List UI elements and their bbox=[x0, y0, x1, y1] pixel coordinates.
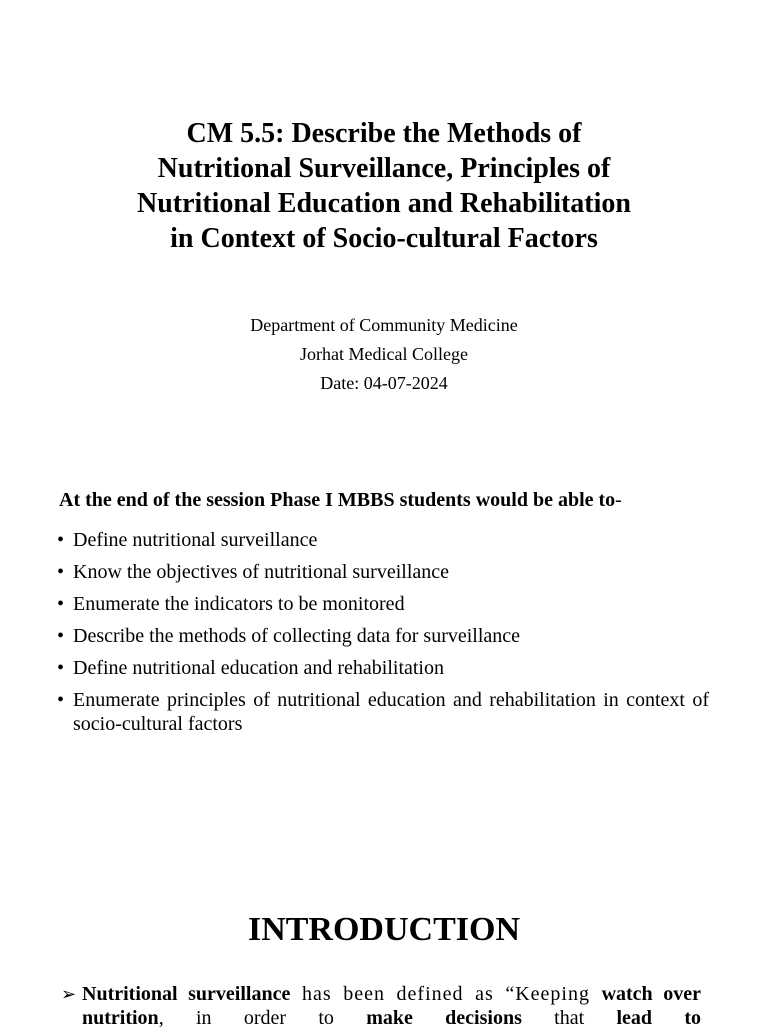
introduction-heading: INTRODUCTION bbox=[247, 911, 521, 948]
department-block bbox=[0, 311, 768, 398]
introduction-text bbox=[61, 982, 701, 1030]
college-name: Jorhat Medical College bbox=[300, 344, 468, 364]
bullet-icon: • bbox=[57, 689, 65, 711]
list-item-text: Enumerate principles of nutritional education and rehabilitation in context of socio-cultural factors bbox=[73, 689, 709, 735]
list-item-text: Enumerate the indicators to be monitored bbox=[73, 593, 405, 615]
list-item bbox=[56, 560, 709, 584]
list-item-text: Know the objectives of nutritional surveillance bbox=[73, 561, 450, 583]
objectives-heading bbox=[59, 487, 719, 513]
objectives-heading-text: At the end of the session Phase I MBBS students would be able to bbox=[59, 489, 616, 511]
text-fragment: that bbox=[521, 1007, 617, 1029]
objectives-list bbox=[56, 528, 709, 744]
department-name: Department of Community Medicine bbox=[250, 315, 518, 335]
bullet-icon: • bbox=[57, 657, 65, 679]
list-item bbox=[56, 592, 709, 616]
list-item-text: Describe the methods of collecting data for surveillance bbox=[73, 625, 521, 647]
bullet-icon: • bbox=[57, 529, 65, 551]
bullet-icon: • bbox=[57, 561, 65, 583]
text-fragment: has been defined as “Keeping bbox=[290, 983, 602, 1005]
title-line: CM 5.5: Describe the Methods of bbox=[186, 118, 582, 149]
list-item-text: Define nutritional surveillance bbox=[73, 529, 318, 551]
bullet-icon: • bbox=[57, 593, 65, 615]
list-item-text: Define nutritional education and rehabilitation bbox=[73, 657, 444, 679]
emphasis-text: lead to bbox=[616, 1007, 702, 1029]
introduction-paragraph bbox=[61, 982, 701, 1030]
list-item bbox=[56, 624, 709, 648]
list-item bbox=[56, 528, 709, 552]
bullet-icon: • bbox=[57, 625, 65, 647]
list-item bbox=[56, 656, 709, 680]
slide-title bbox=[0, 116, 768, 256]
title-line: Nutritional Surveillance, Principles of bbox=[157, 153, 611, 184]
arrow-bullet-icon: ➢ bbox=[61, 984, 77, 1004]
term-nutritional-surveillance: Nutritional surveillance bbox=[82, 983, 291, 1005]
session-date: Date: 04-07-2024 bbox=[320, 373, 448, 393]
emphasis-text: watch over nutrition bbox=[82, 983, 702, 1029]
list-item bbox=[56, 688, 709, 736]
objectives-heading-dash: - bbox=[615, 489, 622, 511]
emphasis-text: make decisions bbox=[366, 1007, 522, 1029]
title-line: in Context of Socio-cultural Factors bbox=[170, 223, 598, 254]
title-line: Nutritional Education and Rehabilitation bbox=[137, 188, 631, 219]
text-fragment: , in order to bbox=[158, 1007, 367, 1029]
